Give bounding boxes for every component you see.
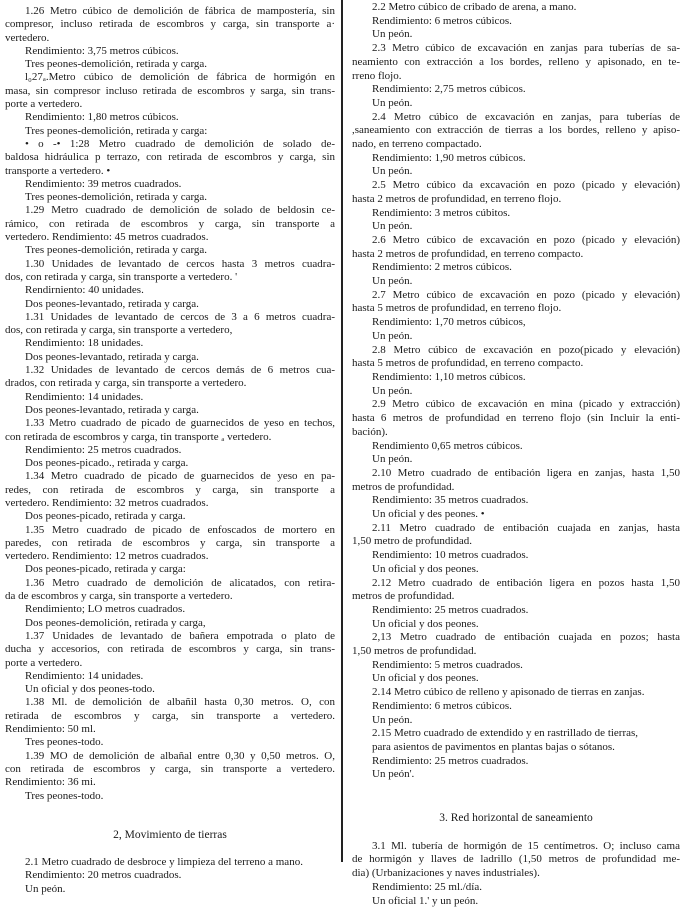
- entry-description-line: 2.12 Metro cuadrado de entibación ligera en pozos hasta 1,50: [372, 576, 680, 589]
- entry: [352, 179, 680, 234]
- entry-detail-line: Dos peones-picado, retirada y carga.: [25, 510, 186, 523]
- entry-detail-line: Rendimiento: 39 metros cuadrados.: [25, 177, 182, 190]
- entry-detail-line: Un peón.: [372, 96, 413, 109]
- entry-detail-line: Rendimiento: 18 unidades.: [25, 337, 144, 350]
- entry-description-line: 2.2 Metro cúbico de cribado de arena, a mano.: [372, 1, 577, 13]
- entry: [352, 42, 680, 111]
- entry-detail-line: Rendimiento: 20 metros cuadrados.: [25, 869, 182, 882]
- entry-description-line: 2.10 Metro cuadrado de entibación ligera en zanjas, hasta 1,50: [372, 466, 680, 479]
- entry-detail-line: Rendimiento: 3 metros cúbitos.: [372, 206, 511, 219]
- entry: [352, 522, 680, 577]
- entry-description-line: masa, sin compresor incluso retirada de escombros y sarga, sin trans-: [5, 84, 335, 97]
- entry-description-line: 1.39 MO de demolición de albañal entre 0,30 y 0,50 metros. O,: [25, 749, 335, 762]
- entry-detail-line: Un peón'.: [372, 768, 415, 781]
- entry-description-line: da de escombros y carga, sin transporte a vertedero.: [5, 590, 233, 603]
- entry-detail-line: Rendimiento: 1,10 metros cúbicos.: [372, 370, 526, 383]
- entry-detail-line: Un oficial y des peones. •: [372, 508, 485, 521]
- entry-description-line: hasta 2 metros de profundidad, en terreno compacto.: [352, 247, 584, 260]
- entry-description-line: Rendimiento: 50 ml.: [5, 723, 96, 736]
- entry-detail-line: Rendimiento: 6 metros cúbicos.: [372, 699, 512, 712]
- entry-description-line: 1.38 Ml. de demolición de albañil hasta 0,30 metros. O, con: [25, 696, 335, 709]
- entry-detail-line: Un oficial 1.' y un peón.: [372, 894, 479, 907]
- entry-description-line: • o -• 1:28 Metro cuadrado de demolición de solado de-: [25, 137, 335, 150]
- entries-section-2: [5, 856, 335, 896]
- entry-detail-line: Dos peones-picado., retirada y carga.: [25, 457, 189, 470]
- entry-description-line: vertedero. Rendimiento: 32 metros cuadrados.: [5, 496, 209, 509]
- entry-detail-line: Rendimiento: 5 metros cuadrados.: [372, 658, 523, 671]
- entry: [5, 524, 335, 577]
- entry-description-line: hasta 6 metros de profundidad en terreno flojo (sin Incluir la enti-: [352, 412, 680, 425]
- entry-detail-line: Rendimiento: 2,75 metros cúbicos.: [372, 83, 526, 96]
- entry-detail-line: Un peón.: [372, 165, 413, 178]
- entry: [5, 258, 335, 311]
- entry-description-line: con retirada de escombros y carga, tin transporte ₐ vertedero.: [5, 430, 272, 443]
- entry-description-line: ,saneamiento con extracción de tierras a los bordes, relleno y apiso-: [352, 124, 680, 137]
- entry: [352, 467, 680, 522]
- entry-detail-line: para asientos de pavimentos en plantas bajas o sótanos.: [372, 740, 615, 753]
- entry-detail-line: Rendimiento: 35 metros cuadrados.: [372, 494, 529, 507]
- entry: [5, 856, 335, 896]
- entry: [352, 727, 680, 782]
- entry-description-line: rreno flojo.: [352, 69, 402, 82]
- entry-description-line: ducha y accesorios, con retirada de escombros y carga, sin trans-: [5, 643, 335, 656]
- entry-detail-line: Rendimiento: 25 metros cuadrados.: [372, 754, 529, 767]
- section-heading-red-horizontal: 3. Red horizontal de saneamiento: [439, 812, 593, 825]
- entry-detail-line: Dos peones-levantado, retirada y carga.: [25, 297, 199, 310]
- entry-description-line: rámico, con retirada de escombros y carga, sin transporte a: [5, 217, 335, 230]
- entry: [352, 1, 680, 42]
- entry-description-line: transporte a vertedero. •: [5, 164, 111, 177]
- entry-description-line: hasta 2 metros de profundidad, en terreno flojo.: [352, 192, 562, 205]
- entry-description-line: vertedero.: [5, 31, 50, 44]
- entry-description-line: 1.33 Metro cuadrado de picado de guarnecidos de yeso en techos,: [25, 417, 335, 430]
- entry-description-line: 1.32 Unidades de levantado de cercos demás de 6 metros cua-: [25, 364, 335, 377]
- entry: [5, 577, 335, 630]
- entry: [352, 344, 680, 399]
- entry-detail-line: Rendimiento: 25 metros cuadrados.: [25, 443, 182, 456]
- entry-description-line: 2,13 Metro cuadrado de entibación cuajada en pozos; hasta: [372, 631, 680, 644]
- entry-description-line: 2.3 Metro cúbico de excavación en zanjas para tuberías de sa-: [372, 42, 680, 55]
- entries-section-1: [5, 5, 335, 803]
- entry: [352, 686, 680, 727]
- entry-detail-line: Tres peones-todo.: [25, 789, 104, 802]
- entry-description-line: 1,50 metro de profundidad.: [352, 535, 473, 548]
- entry-detail-line: Rendimiento: 10 metros cuadrados.: [372, 549, 529, 562]
- entry-detail-line: Un peón.: [372, 329, 413, 342]
- entry: [5, 417, 335, 470]
- entry-detail-line: Un peón.: [372, 220, 413, 233]
- entry-description-line: 2.9 Metro cúbico de excavación en mina (picado y extracción): [372, 398, 680, 411]
- entry-detail-line: Rendimiento: 1,80 metros cúbicos.: [25, 111, 179, 124]
- column-divider: [341, 0, 343, 862]
- entry-description-line: bación).: [352, 425, 388, 438]
- entry-detail-line: Un oficial y dos peones.: [372, 617, 479, 630]
- entry-description-line: con retirada de escombros y carga, sin transporte a vertedero.: [5, 762, 335, 775]
- entry-detail-line: Rendimiento: 6 metros cúbicos.: [372, 14, 512, 27]
- entry-description-line: Rendimiento: 36 mi.: [5, 776, 96, 789]
- entry-detail-line: Tres peones-todo.: [25, 736, 104, 749]
- entry-description-line: 1,50 metros de profundidad.: [352, 645, 477, 658]
- entry-detail-line: Dos peones-picado, retirada y carga:: [25, 563, 186, 576]
- entry-detail-line: Un oficial y dos peones.: [372, 672, 479, 685]
- entry-detail-line: Rendimiento: 1,90 metros cúbicos.: [372, 151, 526, 164]
- entry-description-line: redes, con retirada de escombros y carga, sin transporte a: [5, 483, 335, 496]
- entry-description-line: vertedero. Rendimiento: 45 metros cuadrados.: [5, 231, 209, 244]
- section-heading-movimiento-de-tierras: 2, Movimiento de tierras: [113, 828, 227, 841]
- entry-detail-line: Un peón.: [25, 882, 66, 895]
- entry: [5, 204, 335, 257]
- entry-detail-line: Tres peones-demolición, retirada y carga.: [25, 58, 208, 71]
- entry-detail-line: Rendimiento 0,65 metros cúbicos.: [372, 439, 523, 452]
- entry-description-line: 2.6 Metro cúbico de excavación en pozo (picado y elevación): [372, 233, 680, 246]
- entry-description-line: 1.34 Metro cuadrado de picado de guarnecidos de yeso en pa-: [25, 470, 335, 483]
- entry-detail-line: Tres peones-demolición, retirada y carga:: [25, 124, 208, 137]
- entry-detail-line: Un peón.: [372, 28, 413, 41]
- entry-description-line: vertedero. Rendimiento: 12 metros cuadrados.: [5, 550, 209, 563]
- entry-description-line: 2.15 Metro cuadrado de extendido y en rastrillado de tierras,: [372, 727, 639, 740]
- entry: [5, 5, 335, 71]
- entry: [5, 71, 335, 137]
- entry-detail-line: Dos peones-levantado, retirada y carga.: [25, 350, 199, 363]
- entry-description-line: 1.26 Metro cúbico de demolición de fábrica de mampostería, sin: [25, 5, 335, 17]
- entry-detail-line: Rendimiento: 3,75 metros cúbicos.: [25, 44, 179, 57]
- entry-description-line: l₀27ₐ.Metro cúbico de demolición de fábrica de hormigón en: [25, 71, 335, 84]
- entry: [352, 234, 680, 289]
- entry-description-line: paredes, con retirada de escombros y carga, sin transporte a: [5, 536, 335, 549]
- entry-detail-line: Rendimiento; LO metros cuadrados.: [25, 603, 186, 616]
- entry-description-line: 1.29 Metro cuadrado de demolición de solado de beldosin ce-: [25, 204, 335, 217]
- entry-description-line: de hormigón y llaves de ladrillo (1,50 metros de profundidad me-: [352, 853, 680, 866]
- entry-description-line: retirada de escombros y carga, sin transporte a vertedero.: [5, 709, 335, 722]
- entry-description-line: metros de profundidad.: [352, 590, 455, 603]
- entry-description-line: 1.35 Metro cuadrado de picado de enfoscados de mortero en: [25, 523, 335, 536]
- entry: [5, 311, 335, 364]
- entry: [5, 470, 335, 523]
- entry-detail-line: Dos peones-levantado, retirada y carga.: [25, 403, 199, 416]
- entry: [352, 398, 680, 467]
- entry-detail-line: Dos peones-demolición, retirada y carga,: [25, 616, 206, 629]
- left-column: [5, 5, 335, 896]
- entry-description-line: neamiento con extracción a los bordes, relleno y apisonado, en te-: [352, 55, 680, 68]
- entry-description-line: 1.36 Metro cuadrado de demolición de alicatados, con retira-: [25, 576, 335, 589]
- entry-description-line: metros de profundidad.: [352, 480, 455, 493]
- entry-detail-line: Tres peones-demolición, retirada y carga.: [25, 191, 208, 204]
- right-column: [352, 1, 680, 908]
- entry-description-line: 2.5 Metro cúbico da excavación en pozo (picado y elevación): [372, 179, 680, 192]
- entry-description-line: drados, con retirada y carga, sin transporte a vertedero.: [5, 377, 247, 390]
- entry-detail-line: Rendimiento: 25 ml./día.: [372, 880, 482, 893]
- entry-detail-line: Un peón.: [372, 713, 413, 726]
- entry-description-line: dos, con retirada y carga, sin transporte a vertedero,: [5, 324, 233, 337]
- entry-description-line: 2.8 Metro cúbico de excavación en pozo(picado y elevación): [372, 343, 680, 356]
- entry-detail-line: Tres peones-demolición, retirada y carga.: [25, 244, 208, 257]
- entry: [352, 840, 680, 909]
- entry-description-line: 2.11 Metro cuadrado de entibación cuajada en zanjas, hasta: [372, 521, 680, 534]
- entry-description-line: 1.31 Unidades de levantado de cercos de 3 a 6 metros cuadra-: [25, 310, 335, 323]
- entry-description-line: 2.14 Metro cúbico de relleno y apisonado de tierras en zanjas.: [372, 686, 645, 699]
- entries-section-3: [352, 840, 680, 909]
- entry: [5, 138, 335, 204]
- entry-detail-line: Rendimiento: 2 metros cúbicos.: [372, 261, 512, 274]
- entry-description-line: porte a vertedero.: [5, 656, 83, 669]
- entry-detail-line: Un peón.: [372, 384, 413, 397]
- entry-detail-line: Un peón.: [372, 453, 413, 466]
- entry-description-line: 2.1 Metro cuadrado de desbroce y limpieza del terreno a mano.: [25, 856, 303, 869]
- entry-detail-line: Rendirniento: 40 unidades.: [25, 284, 144, 297]
- entry-description-line: 2.7 Metro cúbico de excavación en pozo (picado y elevación): [372, 288, 680, 301]
- entry-description-line: nado, en terreno compactado.: [352, 138, 482, 151]
- entry-detail-line: Un oficial y dos peones.: [372, 562, 479, 575]
- entry: [5, 696, 335, 749]
- entry-description-line: 2.4 Metro cúbico de excavación en zanjas, para tuberías de: [372, 110, 680, 123]
- entry: [5, 630, 335, 696]
- entry-detail-line: Rendimiento: 14 unidades.: [25, 390, 144, 403]
- entry-description-line: 1.30 Unidades de levantado de cercos hasta 3 metros cuadra-: [25, 257, 335, 270]
- entry-description-line: 3.1 Ml. tubería de hormigón de 15 centímetros. O; incluso cama: [372, 839, 680, 852]
- entry-description-line: 1.37 Unidades de levantado de bañera empotrada o plato de: [25, 629, 335, 642]
- entry-description-line: dia) (Urbanizaciones y naves industriales).: [352, 867, 540, 880]
- entry-detail-line: Un oficial y dos peones-todo.: [25, 683, 155, 696]
- entry: [352, 289, 680, 344]
- entry-description-line: compresor, incluso retirada de escombros y carga, sin transporte a·: [5, 18, 335, 31]
- entry: [352, 631, 680, 686]
- entries-section-2-cont: [352, 1, 680, 782]
- entry-detail-line: Rendimiento: 25 metros cuadrados.: [372, 603, 529, 616]
- entry-detail-line: Un peón.: [372, 275, 413, 288]
- entry: [352, 577, 680, 632]
- entry-description-line: hasta 5 metros de profundidad, en terreno flojo.: [352, 302, 562, 315]
- entry-description-line: porte a vertedero.: [5, 98, 83, 111]
- entry-description-line: hasta 5 metros de profundidad, en terreno compacto.: [352, 357, 584, 370]
- entry-description-line: baldosa hidráulica p terrazo, con retirada de escombros y carga, sin: [5, 151, 335, 164]
- entry: [5, 750, 335, 803]
- entry: [5, 364, 335, 417]
- entry-description-line: dos, con retirada y carga, sin transporte a vertedero. ': [5, 270, 238, 283]
- entry-detail-line: Rendimiento: 1,70 metros cúbicos,: [372, 316, 526, 329]
- entry: [352, 111, 680, 180]
- entry-detail-line: Rendimiento: 14 unidades.: [25, 669, 144, 682]
